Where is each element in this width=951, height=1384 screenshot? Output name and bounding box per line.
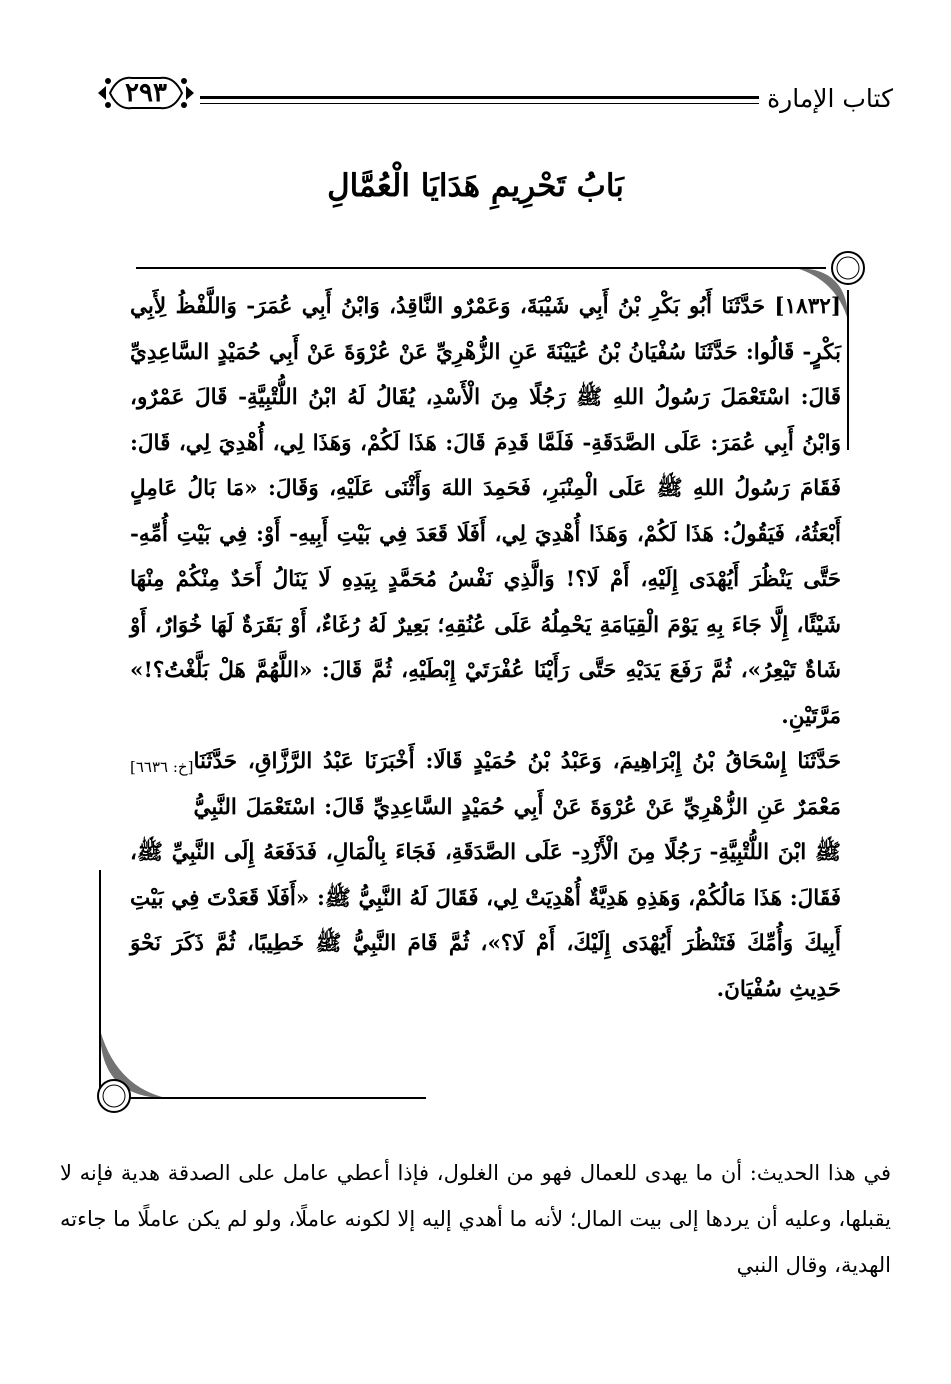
running-header-title: كتاب الإمارة <box>767 84 893 113</box>
chapter-title: بَابُ تَحْرِيمِ هَدَايَا الْعُمَّالِ <box>327 168 624 204</box>
page-number-badge <box>96 72 196 114</box>
header-rule <box>200 96 759 99</box>
commentary-text: في هذا الحديث: أن ما يهدى للعمال فهو من الغلول، فإذا أعطي عامل على الصدقة هدية فإنه لا يقبلها، وعليه أن يردها إلى بيت المال؛ لأنه ما أهدي إليه إلا لكونه عاملًا، ولو لم يكن عاملًا ما جاءته الهدية، وقال النبي <box>60 1161 891 1277</box>
page-number: ٢٩٣ <box>125 78 167 108</box>
hadith-text-block <box>130 284 841 1012</box>
hadith-main-text: [١٨٣٢] حَدَّثَنَا أَبُو بَكْرِ بْنُ أَبِي شَيْبَةَ، وَعَمْرٌو النَّاقِدُ، وَابْنُ أَبِي عُمَرَ- وَاللَّفْظُ لِأَبِي بَكْرٍ- قَالُوا: حَدَّثَنَا سُفْيَانُ بْنُ عُيَيْنَةَ عَنِ الزُّهْرِيِّ عَنْ عُرْوَةَ عَنْ أَبِي حُمَيْدٍ السَّاعِدِيِّ قَالَ: اسْتَعْمَلَ رَسُولُ اللهِ ﷺ رَجُلًا مِنَ الْأَسْدِ، يُقَالُ لَهُ ابْنُ اللُّتْبِيَّةِ- قَالَ عَمْرٌو، وَابْنُ أَبِي عُمَرَ: عَلَى الصَّدَقَةِ- فَلَمَّا قَدِمَ قَالَ: هَذَا لَكُمْ، وَهَذَا لِي، أُهْدِيَ لِي، قَالَ: فَقَامَ رَسُولُ اللهِ ﷺ عَلَى الْمِنْبَرِ، فَحَمِدَ اللهَ وَأَثْنَى عَلَيْهِ، وَقَالَ: «مَا بَالُ عَامِلٍ أَبْعَثُهُ، فَيَقُولُ: هَذَا لَكُمْ، وَهَذَا أُهْدِيَ لِي، أَفَلَا قَعَدَ فِي بَيْتِ أَبِيهِ- أَوْ: فِي بَيْتِ أُمِّهِ- حَتَّى يَنْظُرَ أَيُهْدَى إِلَيْهِ، أَمْ لَا؟! وَالَّذِي نَفْسُ مُحَمَّدٍ بِيَدِهِ لَا يَنَالُ أَحَدٌ مِنْكُمْ مِنْهَا شَيْئًا، إِلَّا جَاءَ بِهِ يَوْمَ الْقِيَامَةِ يَحْمِلُهُ عَلَى عُنُقِهِ؛ بَعِيرٌ لَهُ رُغَاءٌ، أَوْ بَقَرَةٌ لَهَا خُوَارٌ، أَوْ شَاةٌ تَيْعِرُ»، ثُمَّ رَفَعَ يَدَيْهِ حَتَّى رَأَيْنَا عُفْرَتَيْ إِبْطَيْهِ، ثُمَّ قَالَ: «اللَّهُمَّ هَلْ بَلَّغْتُ؟!» مَرَّتَيْنِ. <box>130 294 841 729</box>
hadith-second-chain-text: حَدَّثَنَا إِسْحَاقُ بْنُ إِبْرَاهِيمَ، وَعَبْدُ بْنُ حُمَيْدٍ قَالَا: أَخْبَرَنَا عَبْدُ الرَّزَّاقِ، حَدَّثَنَا مَعْمَرٌ عَنِ الزُّهْرِيِّ عَنْ عُرْوَةَ عَنْ أَبِي حُمَيْدٍ السَّاعِدِيِّ قَالَ: اسْتَعْمَلَ النَّبِيُّ ﷺ ابْنَ اللُّتْبِيَّةِ- رَجُلًا مِنَ الْأَزْدِ- عَلَى الصَّدَقَةِ، فَجَاءَ بِالْمَالِ، فَدَفَعَهُ إِلَى النَّبِيِّ ﷺ، فَقَالَ: هَذَا مَالُكُمْ، وَهَذِهِ هَدِيَّةٌ أُهْدِيَتْ لِي، فَقَالَ لَهُ النَّبِيُّ ﷺ: «أَفَلَا قَعَدْتَ فِي بَيْتِ أَبِيكَ وَأُمِّكَ فَتَنْظُرَ أَيُهْدَى إِلَيْكَ، أَمْ لَا؟»، ثُمَّ قَامَ النَّبِيُّ ﷺ خَطِيبًا، ثُمَّ ذَكَرَ نَحْوَ حَدِيثِ سُفْيَانَ. <box>130 749 841 1002</box>
hadith-reference: [خ: ٦٦٣٦] <box>130 758 194 776</box>
